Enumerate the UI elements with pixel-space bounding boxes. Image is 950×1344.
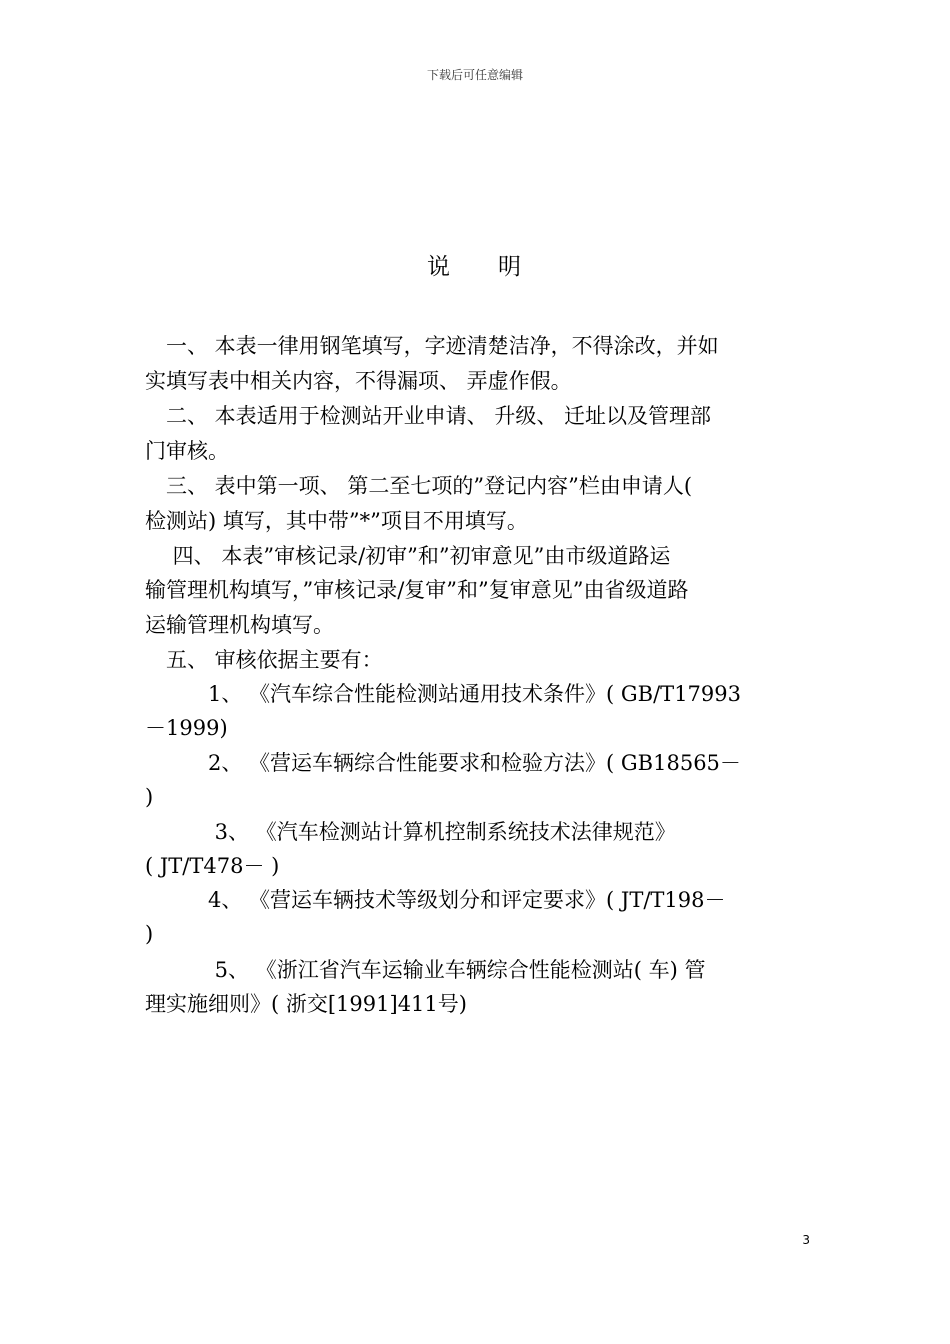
instruction-line: ( JT/T478－ ) — [145, 854, 280, 878]
instruction-line: ) — [145, 785, 154, 809]
instruction-line: 三、 表中第一项、 第二至七项的”登记内容”栏由申请人( — [145, 474, 693, 498]
title-char-2: 明 — [498, 254, 523, 280]
header-note: 下载后可任意编辑 — [426, 68, 523, 82]
instruction-line: 5、 《浙江省汽车运输业车辆综合性能检测站( 车) 管 — [145, 958, 706, 982]
instruction-line: ) — [145, 922, 154, 946]
instruction-line: 3、 《汽车检测站计算机控制系统技术法律规范》 — [145, 820, 676, 844]
document-title — [0, 248, 950, 281]
instruction-line: 输管理机构填写，”审核记录/复审”和”复审意见”由省级道路 — [145, 578, 689, 602]
title-char-1: 说 — [427, 254, 452, 280]
instruction-line: 检测站) 填写，其中带”*”项目不用填写。 — [145, 509, 528, 533]
instruction-line: 运输管理机构填写。 — [145, 613, 334, 637]
instruction-line: 五、 审核依据主要有： — [145, 648, 383, 672]
instruction-line: 一、 本表一律用钢笔填写，字迹清楚洁净，不得涂改，并如 — [145, 334, 719, 358]
instruction-line: 4、 《营运车辆技术等级划分和评定要求》( JT/T198－ — [145, 888, 726, 912]
instruction-line: 实填写表中相关内容，不得漏项、 弄虚作假。 — [145, 369, 572, 393]
instruction-line: 理实施细则》( 浙交[1991]411号) — [145, 992, 467, 1016]
instruction-line: 四、 本表”审核记录/初审”和”初审意见”由市级道路运 — [145, 544, 671, 568]
instruction-line: 二、 本表适用于检测站开业申请、 升级、 迁址以及管理部 — [145, 404, 712, 428]
instruction-line: －1999) — [145, 716, 228, 740]
page-number: 3 — [802, 1233, 810, 1247]
instruction-line: 2、 《营运车辆综合性能要求和检验方法》( GB18565－ — [145, 751, 741, 775]
instruction-line: 门审核。 — [145, 439, 229, 463]
instruction-line: 1、 《汽车综合性能检测站通用技术条件》( GB/T17993 — [145, 682, 741, 706]
